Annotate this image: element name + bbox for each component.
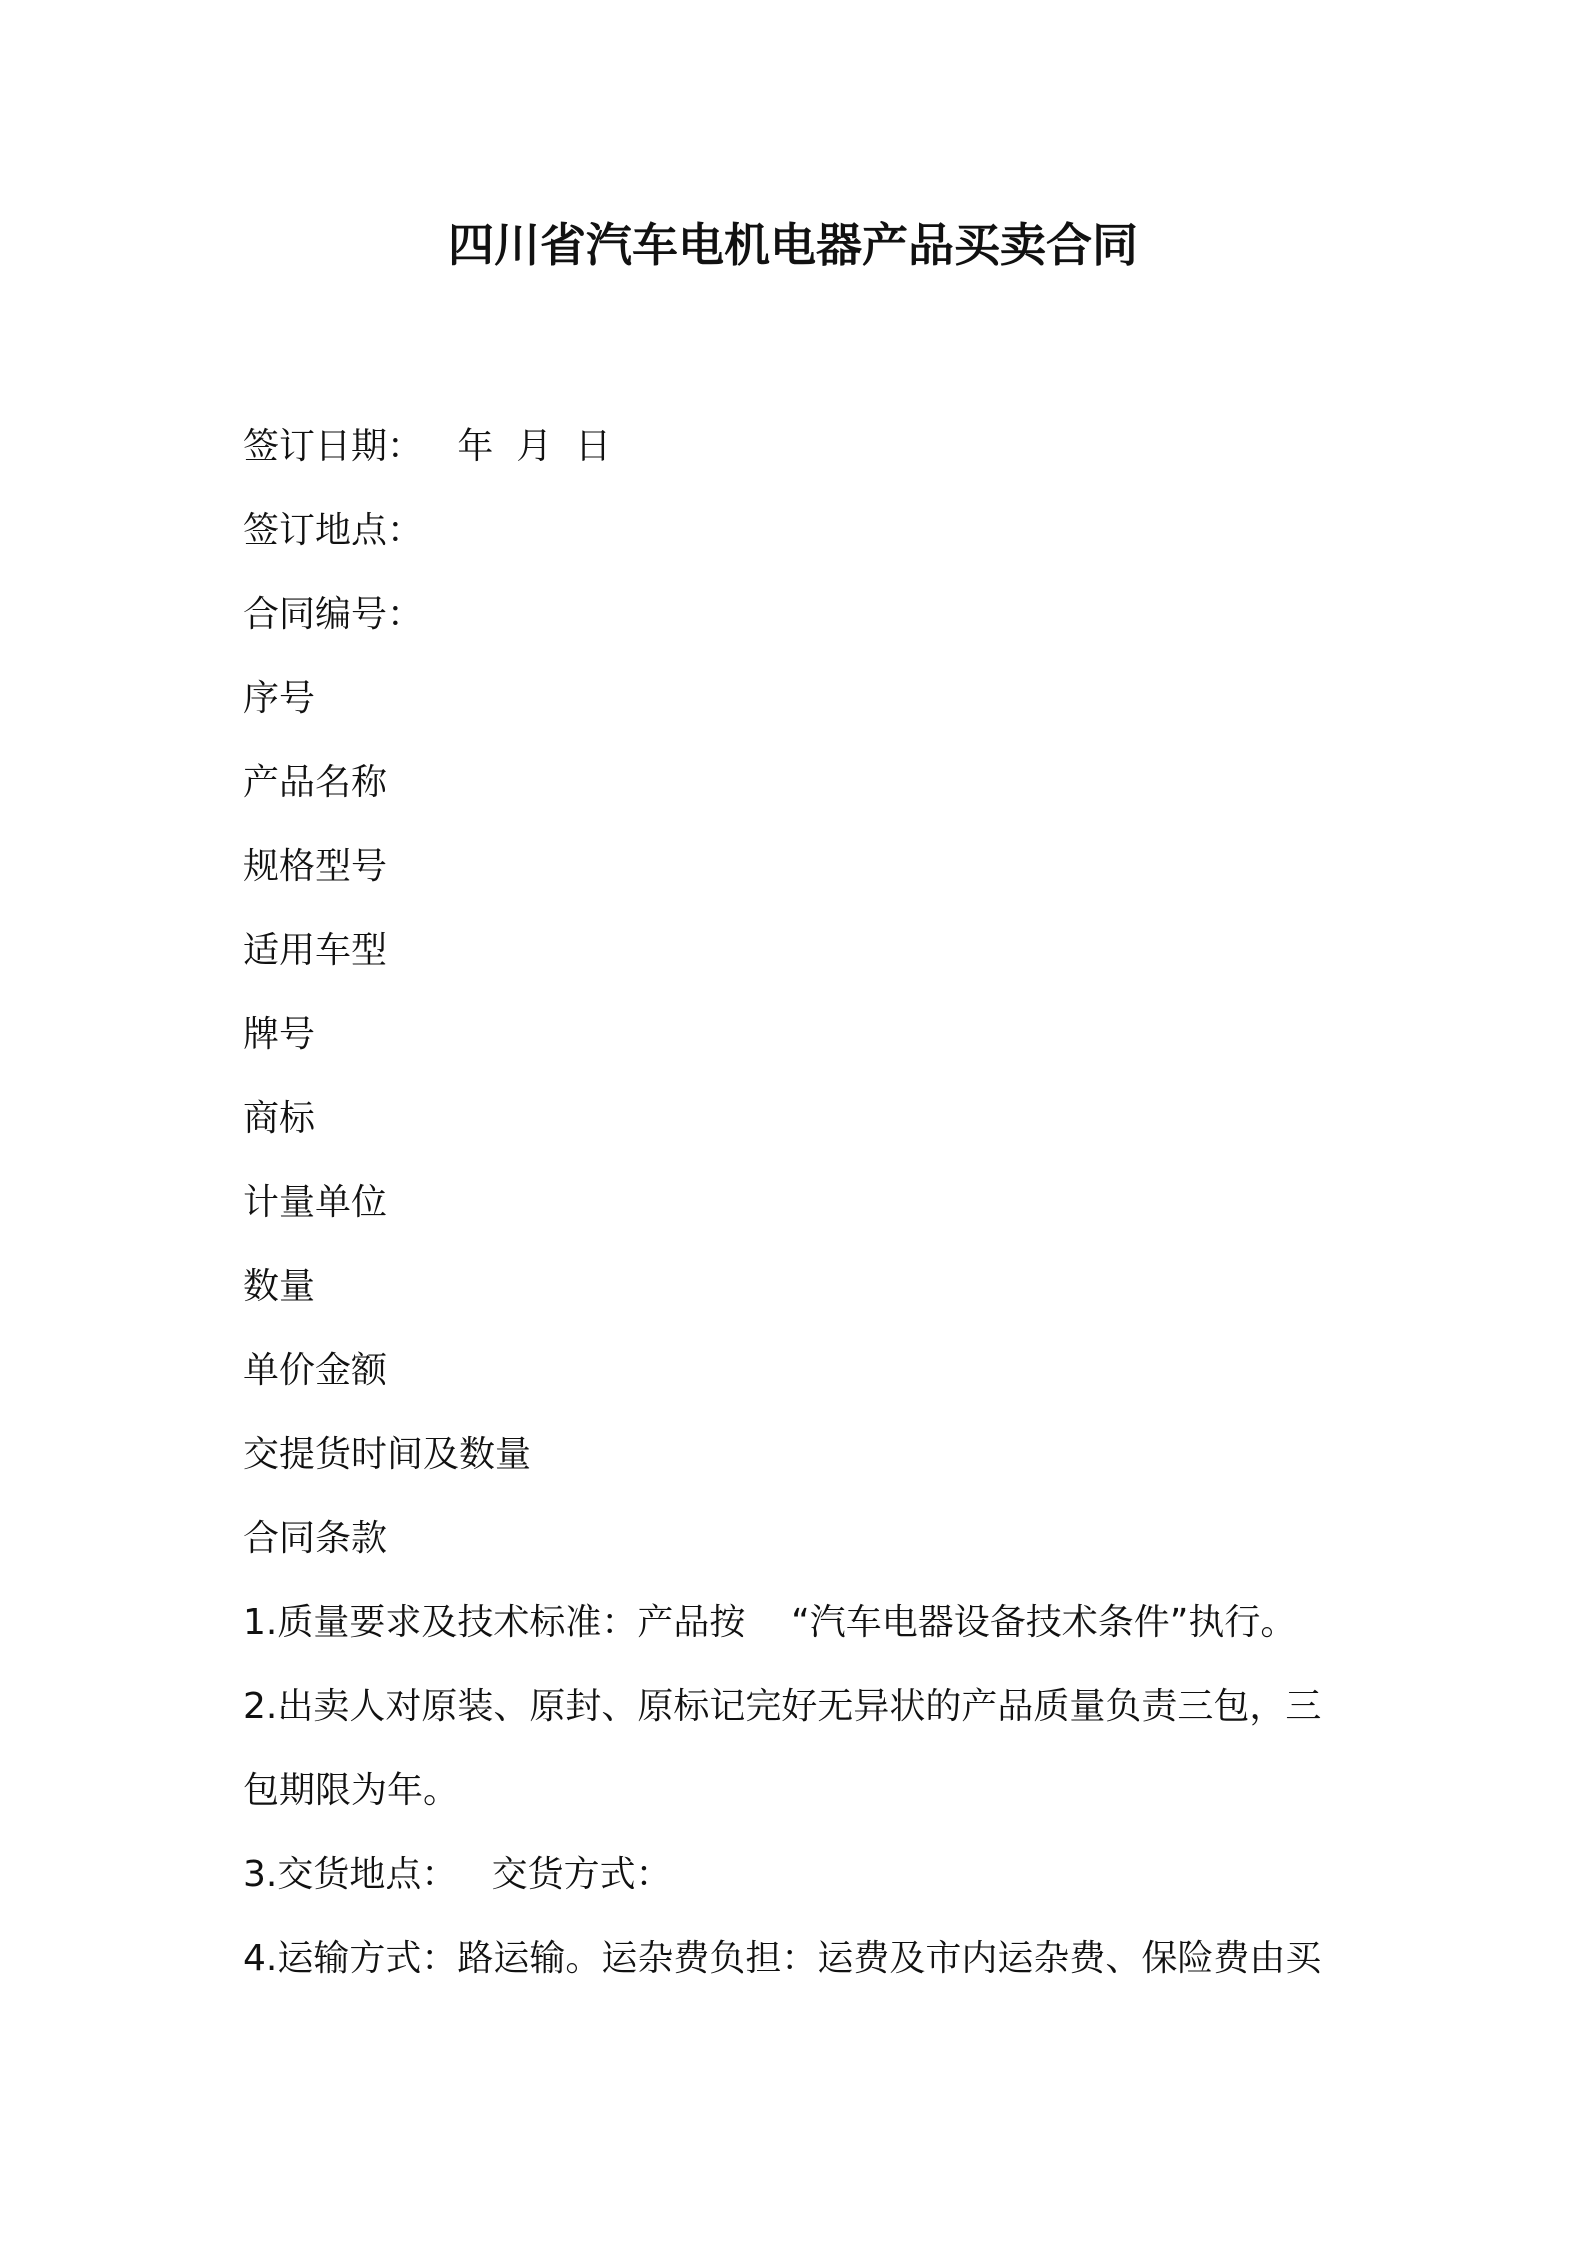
body-line-delivery-time <box>243 1413 1363 1497</box>
document-body <box>243 405 1363 2001</box>
body-line-text: 单价金额 <box>243 1350 388 1391</box>
body-line-signing-place <box>243 489 1363 573</box>
body-line-clause-1 <box>243 1581 1363 1665</box>
body-line-product-name <box>243 741 1363 825</box>
body-line-clause-2-cont <box>243 1749 1363 1833</box>
body-line-trademark <box>243 1077 1363 1161</box>
body-line-text: 交提货时间及数量 <box>243 1434 532 1475</box>
body-line-text: 合同条款 <box>243 1518 388 1559</box>
body-line-text: 牌号 <box>243 1014 316 1055</box>
body-line-clause-4 <box>243 1917 1363 2001</box>
body-line-unit <box>243 1161 1363 1245</box>
body-line-text: 签订日期： 年 月 日 <box>243 426 612 467</box>
body-line-contract-terms <box>243 1497 1363 1581</box>
body-line-text: 规格型号 <box>243 846 388 887</box>
body-line-text: 2.出卖人对原装、原封、原标记完好无异状的产品质量负责三包，三 <box>243 1686 1322 1727</box>
body-line-text: 序号 <box>243 678 316 719</box>
body-line-spec-model <box>243 825 1363 909</box>
body-line-clause-2 <box>243 1665 1363 1749</box>
body-line-text: 签订地点： <box>243 510 424 551</box>
body-line-text: 产品名称 <box>243 762 388 803</box>
body-line-text: 数量 <box>243 1266 316 1307</box>
body-line-text: 商标 <box>243 1098 316 1139</box>
body-line-brand-number <box>243 993 1363 1077</box>
body-line-unit-price <box>243 1329 1363 1413</box>
body-line-signing-date <box>243 405 1363 489</box>
body-line-text: 合同编号： <box>243 594 424 635</box>
body-line-contract-number <box>243 573 1363 657</box>
body-line-clause-3 <box>243 1833 1363 1917</box>
body-line-quantity <box>243 1245 1363 1329</box>
body-line-serial-number <box>243 657 1363 741</box>
body-line-text: 包期限为年。 <box>243 1770 460 1811</box>
document-title: 四川省汽车电机电器产品买卖合同 <box>448 218 1138 272</box>
body-line-applicable-vehicle <box>243 909 1363 993</box>
body-line-text: 计量单位 <box>243 1182 388 1223</box>
body-line-text: 1.质量要求及技术标准：产品按 “汽车电器设备技术条件”执行。 <box>243 1602 1297 1643</box>
body-line-text: 3.交货地点： 交货方式： <box>243 1854 672 1895</box>
body-line-text: 4.运输方式：路运输。运杂费负担：运费及市内运杂费、保险费由买 <box>243 1938 1322 1979</box>
body-line-text: 适用车型 <box>243 930 388 971</box>
